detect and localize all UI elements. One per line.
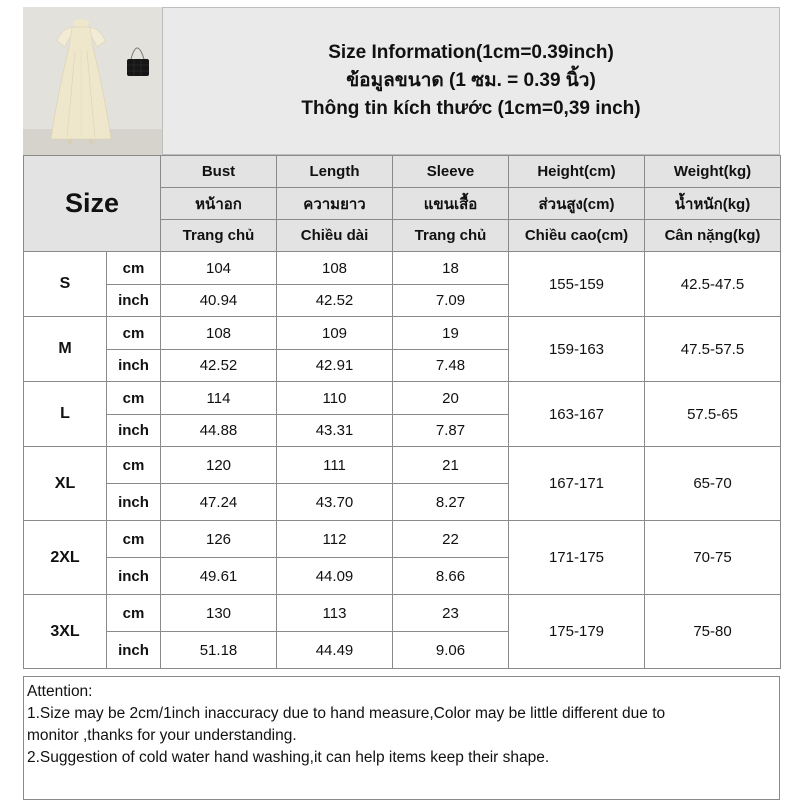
sleeve-value: 7.48 bbox=[393, 350, 509, 382]
height-range: 163-167 bbox=[509, 382, 645, 447]
header-row-english bbox=[24, 156, 781, 188]
length-value: 112 bbox=[277, 521, 393, 558]
size-label: S bbox=[24, 252, 107, 317]
column-header-sleeve: Sleeve bbox=[393, 156, 509, 188]
size-column-header: Size bbox=[24, 156, 161, 252]
sleeve-value: 18 bbox=[393, 252, 509, 285]
length-value: 108 bbox=[277, 252, 393, 285]
size-table bbox=[23, 155, 781, 669]
weight-range: 57.5-65 bbox=[645, 382, 781, 447]
weight-range: 42.5-47.5 bbox=[645, 252, 781, 317]
column-header-length-vietnamese: Chiều dài bbox=[277, 220, 393, 252]
unit-label: inch bbox=[107, 632, 161, 669]
weight-range: 70-75 bbox=[645, 521, 781, 595]
height-range: 155-159 bbox=[509, 252, 645, 317]
notes-line-2: monitor ,thanks for your understanding. bbox=[27, 727, 297, 744]
column-header-weight: Weight(kg) bbox=[645, 156, 781, 188]
bust-value: 49.61 bbox=[161, 558, 277, 595]
header bbox=[23, 7, 780, 155]
size-label: L bbox=[24, 382, 107, 447]
notes-line-3: 2.Suggestion of cold water hand washing,it can help items keep their shape. bbox=[27, 749, 550, 766]
bust-value: 104 bbox=[161, 252, 277, 285]
sleeve-value: 7.87 bbox=[393, 415, 509, 447]
length-value: 110 bbox=[277, 382, 393, 415]
unit-label: cm bbox=[107, 521, 161, 558]
title-vietnamese: Thông tin kích thước (1cm=0,39 inch) bbox=[301, 98, 641, 119]
table-row bbox=[24, 521, 781, 558]
size-label: 3XL bbox=[24, 595, 107, 669]
unit-label: inch bbox=[107, 484, 161, 521]
unit-label: cm bbox=[107, 317, 161, 350]
unit-label: cm bbox=[107, 252, 161, 285]
table-row bbox=[24, 447, 781, 484]
bust-value: 44.88 bbox=[161, 415, 277, 447]
weight-range: 65-70 bbox=[645, 447, 781, 521]
column-header-length: Length bbox=[277, 156, 393, 188]
sleeve-value: 20 bbox=[393, 382, 509, 415]
size-label: M bbox=[24, 317, 107, 382]
sleeve-value: 23 bbox=[393, 595, 509, 632]
bust-value: 126 bbox=[161, 521, 277, 558]
length-value: 42.91 bbox=[277, 350, 393, 382]
column-header-height-vietnamese: Chiều cao(cm) bbox=[509, 220, 645, 252]
unit-label: inch bbox=[107, 558, 161, 595]
height-range: 175-179 bbox=[509, 595, 645, 669]
title-thai: ข้อมูลขนาด (1 ซม. = 0.39 นิ้ว) bbox=[346, 70, 596, 91]
sleeve-value: 8.27 bbox=[393, 484, 509, 521]
notes-heading: Attention: bbox=[27, 683, 93, 700]
weight-range: 75-80 bbox=[645, 595, 781, 669]
length-value: 43.31 bbox=[277, 415, 393, 447]
bust-value: 120 bbox=[161, 447, 277, 484]
column-header-length-thai: ความยาว bbox=[277, 188, 393, 220]
unit-label: cm bbox=[107, 382, 161, 415]
table-row bbox=[24, 382, 781, 415]
sleeve-value: 9.06 bbox=[393, 632, 509, 669]
bust-value: 108 bbox=[161, 317, 277, 350]
column-header-bust: Bust bbox=[161, 156, 277, 188]
product-photo bbox=[23, 7, 162, 155]
unit-label: cm bbox=[107, 595, 161, 632]
length-value: 44.09 bbox=[277, 558, 393, 595]
table-row bbox=[24, 317, 781, 350]
sleeve-value: 21 bbox=[393, 447, 509, 484]
bust-value: 51.18 bbox=[161, 632, 277, 669]
length-value: 44.49 bbox=[277, 632, 393, 669]
column-header-weight-vietnamese: Cân nặng(kg) bbox=[645, 220, 781, 252]
sleeve-value: 22 bbox=[393, 521, 509, 558]
sleeve-value: 8.66 bbox=[393, 558, 509, 595]
length-value: 43.70 bbox=[277, 484, 393, 521]
length-value: 113 bbox=[277, 595, 393, 632]
attention-notes bbox=[23, 676, 780, 800]
unit-label: inch bbox=[107, 415, 161, 447]
table-row bbox=[24, 595, 781, 632]
height-range: 167-171 bbox=[509, 447, 645, 521]
bust-value: 47.24 bbox=[161, 484, 277, 521]
length-value: 111 bbox=[277, 447, 393, 484]
size-chart bbox=[23, 7, 780, 800]
column-header-bust-thai: หน้าอก bbox=[161, 188, 277, 220]
title-box bbox=[162, 7, 780, 155]
sleeve-value: 19 bbox=[393, 317, 509, 350]
notes-line-1: 1.Size may be 2cm/1inch inaccuracy due to hand measure,Color may be little different due to bbox=[27, 705, 666, 722]
length-value: 42.52 bbox=[277, 285, 393, 317]
length-value: 109 bbox=[277, 317, 393, 350]
weight-range: 47.5-57.5 bbox=[645, 317, 781, 382]
size-label: 2XL bbox=[24, 521, 107, 595]
column-header-weight-thai: น้ำหนัก(kg) bbox=[645, 188, 781, 220]
column-header-bust-vietnamese: Trang chủ bbox=[161, 220, 277, 252]
column-header-height: Height(cm) bbox=[509, 156, 645, 188]
unit-label: inch bbox=[107, 285, 161, 317]
unit-label: inch bbox=[107, 350, 161, 382]
column-header-sleeve-thai: แขนเสื้อ bbox=[393, 188, 509, 220]
table-row bbox=[24, 252, 781, 285]
height-range: 171-175 bbox=[509, 521, 645, 595]
height-range: 159-163 bbox=[509, 317, 645, 382]
unit-label: cm bbox=[107, 447, 161, 484]
column-header-sleeve-vietnamese: Trang chủ bbox=[393, 220, 509, 252]
sleeve-value: 7.09 bbox=[393, 285, 509, 317]
bust-value: 130 bbox=[161, 595, 277, 632]
column-header-height-thai: ส่วนสูง(cm) bbox=[509, 188, 645, 220]
bust-value: 114 bbox=[161, 382, 277, 415]
title-english: Size Information(1cm=0.39inch) bbox=[328, 42, 614, 63]
size-label: XL bbox=[24, 447, 107, 521]
bust-value: 40.94 bbox=[161, 285, 277, 317]
bust-value: 42.52 bbox=[161, 350, 277, 382]
